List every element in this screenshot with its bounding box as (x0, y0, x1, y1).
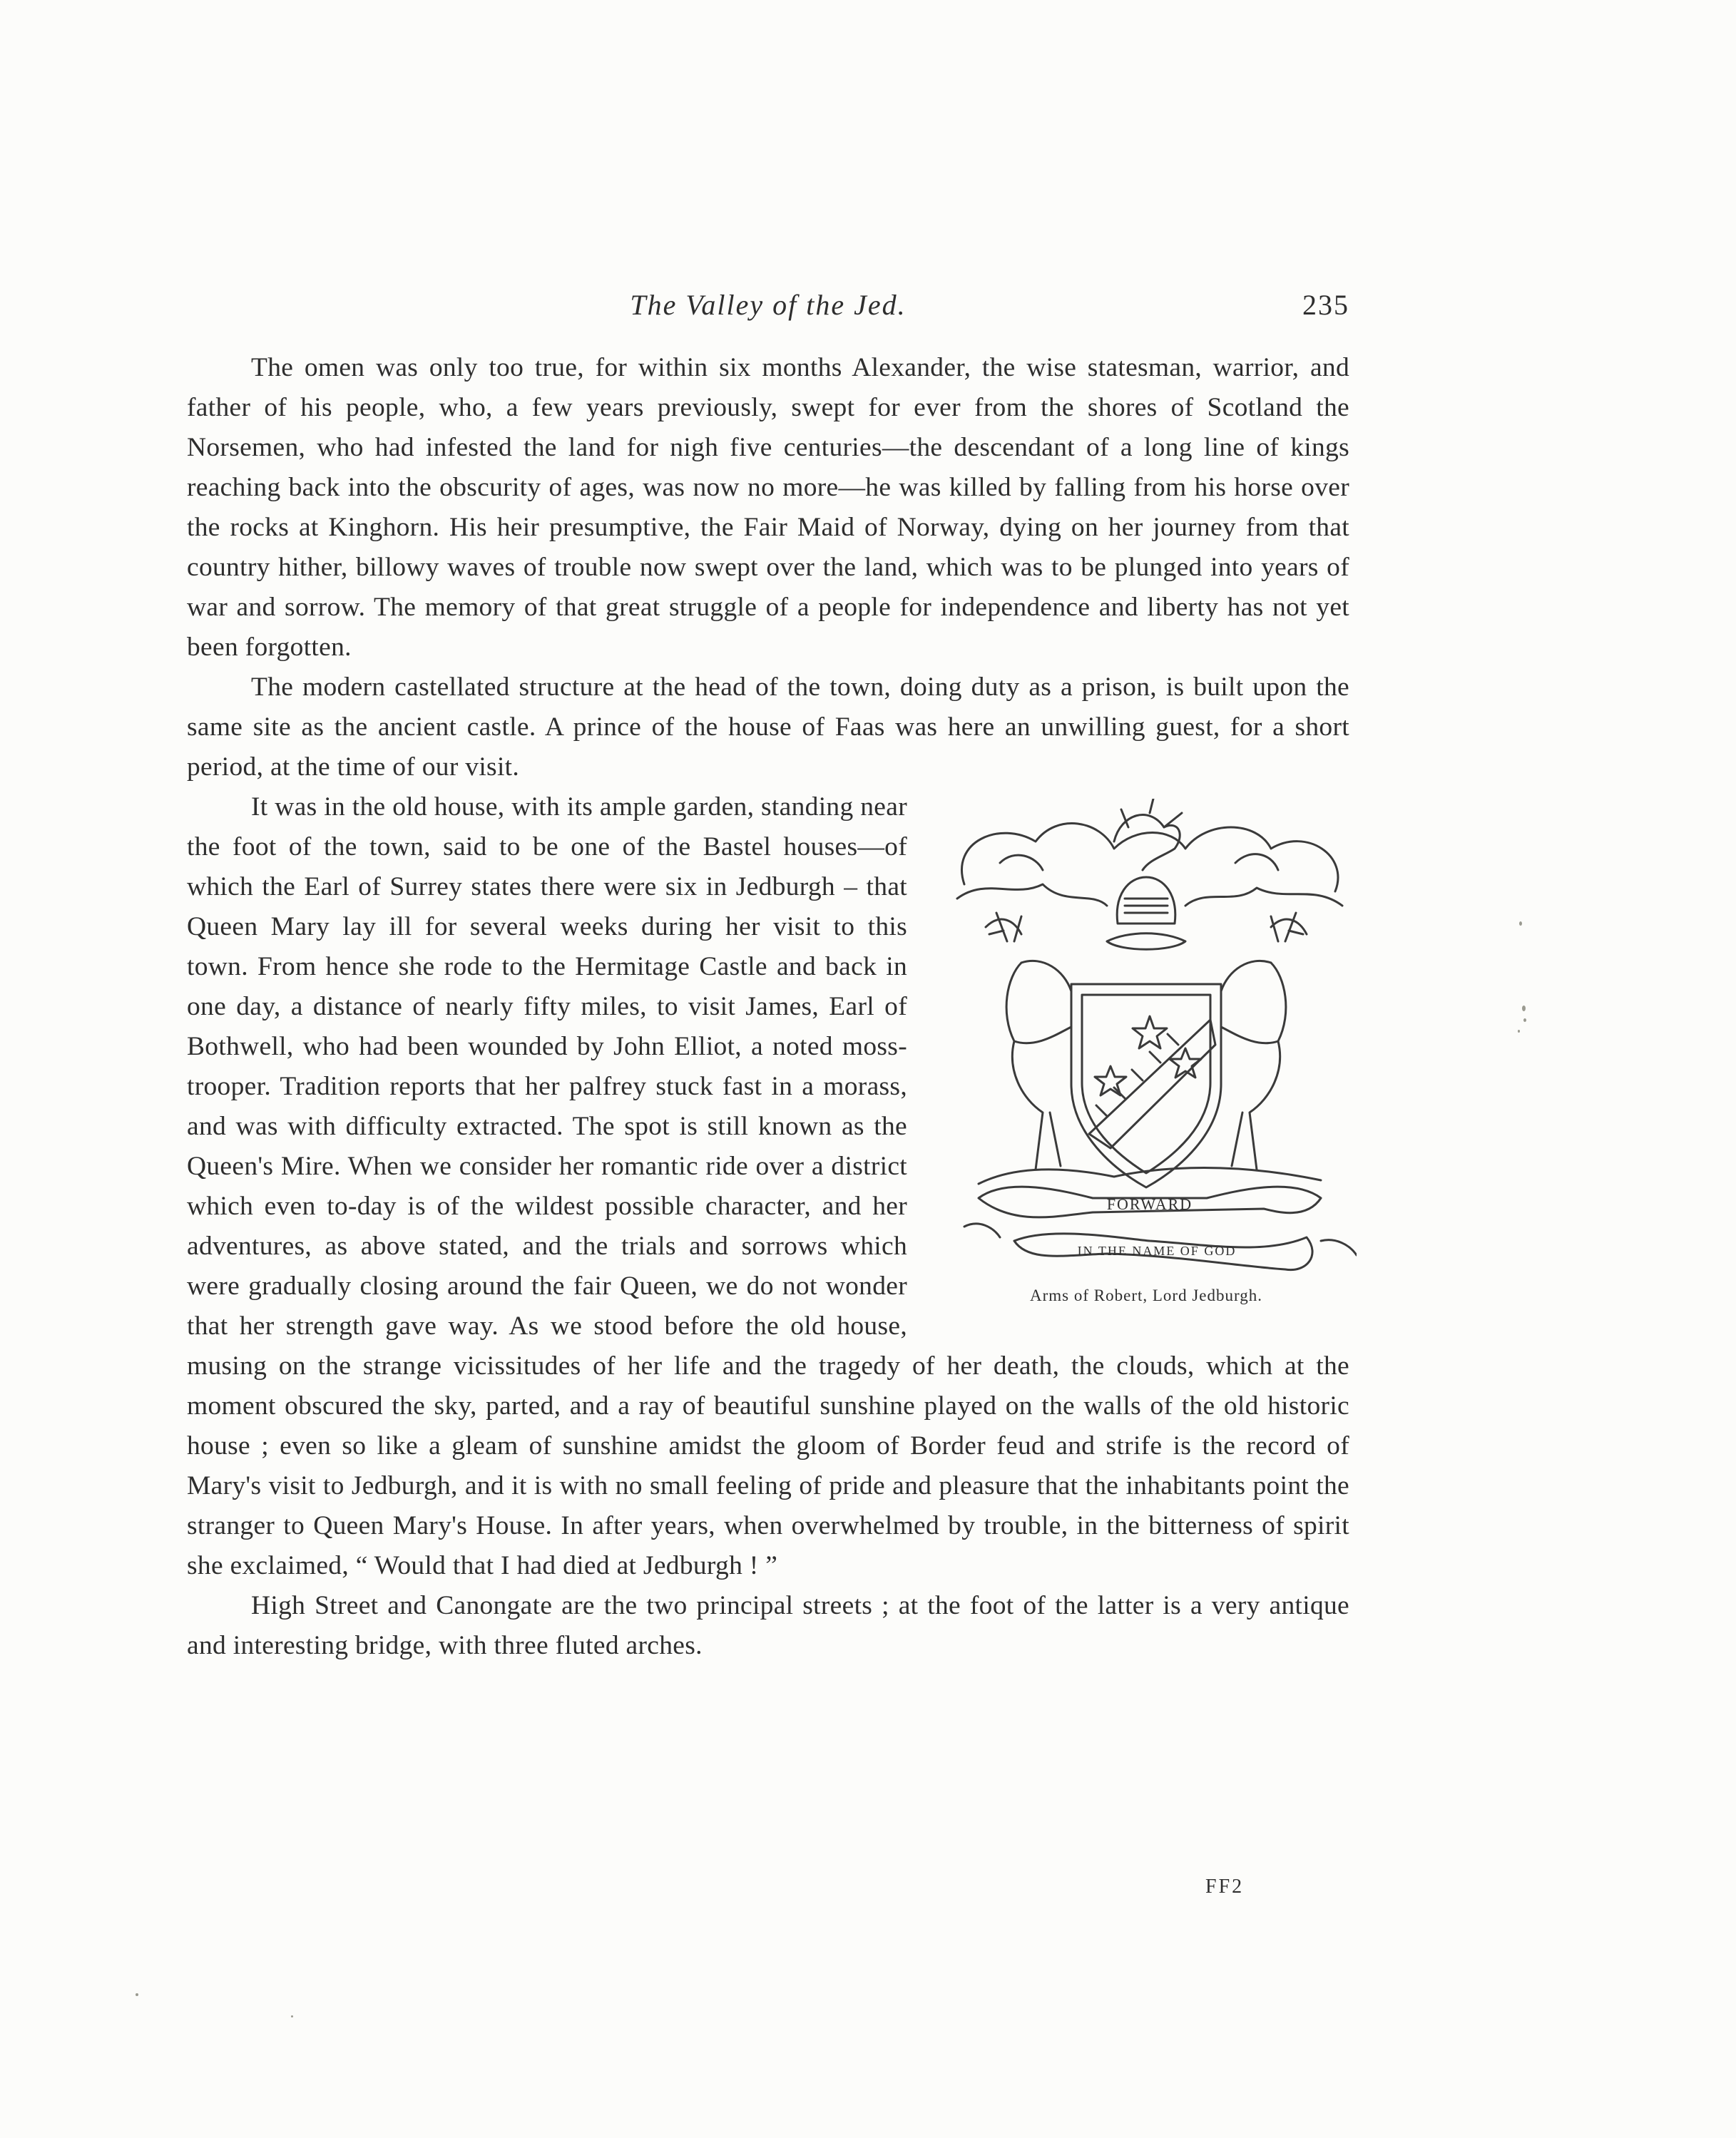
body-text (187, 348, 1349, 1666)
coat-of-arms-figure (936, 799, 1357, 1319)
page-number: 235 (1302, 289, 1349, 321)
coat-of-arms-illustration (936, 799, 1357, 1284)
signature-mark: FF2 (1205, 1876, 1245, 1898)
paragraph-2: The modern castellated structure at the head of the town, doing duty as a prison, is built upon the same site as the ancient castle. A prince of the house of Faas was here an unwilling guest, for a short period, at the time of our visit. (187, 672, 1349, 782)
motto-upper: FORWARD (1106, 1195, 1193, 1213)
paragraph-1: The omen was only too true, for within six months Alexander, the wise statesman, warrior, and father of his people, who, a few years previously, swept for ever from the shores of Scotland the Norsemen, who had infested the land for nigh five centuries—the descendant of a long line of kings reaching back into the obscurity of ages, was now no more—he was killed by falling from his horse over the rocks at Kinghorn. His heir presumptive, the Fair Maid of Norway, dying on her journey from that country hither, billowy waves of trouble now swept over the land, which was to be plunged into years of war and sorrow. The memory of that great struggle of a people for independence and liberty has not yet been forgotten. (187, 353, 1349, 662)
motto-lower: IN THE NAME OF GOD (1077, 1244, 1237, 1258)
paragraph-4: High Street and Canongate are the two principal streets ; at the foot of the latter is a very antique and interesting bridge, with three fluted arches. (187, 1591, 1349, 1660)
running-head (187, 282, 1349, 332)
paragraph-3: It was in the old house, with its ample garden, standing near the foot of the town, said to be one of the Bastel houses—of which the Earl of Surrey states there were six in Jedburgh – that Queen Mary lay ill for several weeks during her visit to this town. From hence she rode to the Hermitage Castle and back in one day, a distance of nearly fifty miles, to visit James, Earl of Bothwell, who had been wounded by John Elliot, a noted moss-trooper. Tradition reports that her palfrey stuck fast in a morass, and was with difficulty extracted. The spot is still known as the Queen's Mire. When we consider her romantic ride over a district which even to-day is of the wildest possible character, and her adventures, as above stated, and the trials and sorrows which were gradually closing around the fair Queen, we do not wonder that her strength gave way. As we stood before the old house, musing on the strange vicissitudes of her life and the tragedy of her death, the clouds, which at the moment obscured the sky, parted, and a ray of beautiful sunshine played on the walls of the old historic house ; even so like a gleam of sunshine amidst the gloom of Border feud and strife is the record of Mary's visit to Jedburgh, and it is with no small feeling of pride and pleasure that the inhabitants point the stranger to Queen Mary's House. In after years, when overwhelmed by trouble, in the bitterness of spirit she exclaimed, “ Would that I had died at Jedburgh ! ” (187, 792, 1349, 1580)
figure-caption: Arms of Robert, Lord Jedburgh. (1030, 1287, 1262, 1304)
running-title: The Valley of the Jed. (630, 289, 907, 321)
